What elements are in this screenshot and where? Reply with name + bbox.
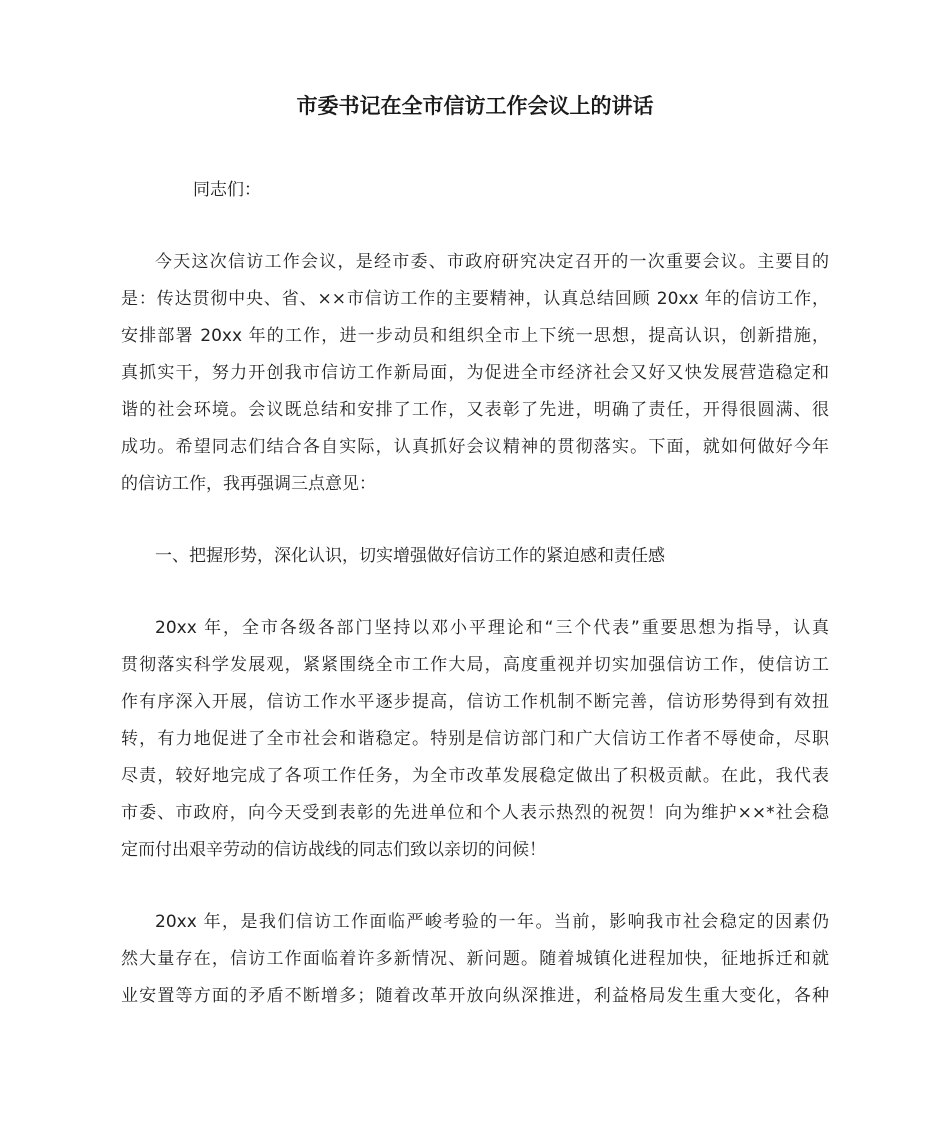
- paragraph-3-line-2: 然大量存在，信访工作面临着许多新情况、新问题。随着城镇化进程加快，征地拆迁和就: [121, 949, 829, 969]
- paragraph-2-line-7: 定而付出艰辛劳动的信访战线的同志们致以亲切的问候！: [121, 840, 546, 860]
- paragraph-3-line-1: 20xx 年，是我们信访工作面临严峻考验的一年。当前，影响我市社会稳定的因素仍: [155, 912, 829, 932]
- paragraph-2-line-4: 转，有力地促进了全市社会和谐稳定。特别是信访部门和广大信访工作者不辱使命，尽职: [121, 729, 829, 749]
- section-heading-1: 一、把握形势，深化认识，切实增强做好信访工作的紧迫感和责任感: [155, 546, 665, 566]
- paragraph-1-line-7: 的信访工作，我再强调三点意见：: [121, 474, 376, 494]
- paragraph-1-line-6: 成功。希望同志们结合各自实际，认真抓好会议精神的贯彻落实。下面，就如何做好今年: [121, 437, 829, 457]
- salutation: 同志们：: [193, 180, 261, 200]
- paragraph-3-line-3: 业安置等方面的矛盾不断增多；随着改革开放向纵深推进，利益格局发生重大变化，各种: [121, 986, 829, 1006]
- paragraph-1-line-4: 真抓实干，努力开创我市信访工作新局面，为促进全市经济社会又好又快发展营造稳定和: [121, 363, 829, 383]
- paragraph-1-line-1: 今天这次信访工作会议，是经市委、市政府研究决定召开的一次重要会议。主要目的: [155, 252, 829, 272]
- document-title: 市委书记在全市信访工作会议上的讲话: [296, 94, 654, 118]
- paragraph-2-line-3: 作有序深入开展，信访工作水平逐步提高，信访工作机制不断完善，信访形势得到有效扭: [121, 692, 829, 712]
- paragraph-2-line-2: 贯彻落实科学发展观，紧紧围绕全市工作大局，高度重视并切实加强信访工作，使信访工: [121, 655, 829, 675]
- paragraph-2-line-6: 市委、市政府，向今天受到表彰的先进单位和个人表示热烈的祝贺！向为维护××*社会稳: [121, 803, 829, 823]
- paragraph-2-line-1: 20xx 年，全市各级各部门坚持以邓小平理论和“三个代表”重要思想为指导，认真: [155, 618, 829, 638]
- paragraph-2-line-5: 尽责，较好地完成了各项工作任务，为全市改革发展稳定做出了积极贡献。在此，我代表: [121, 766, 829, 786]
- paragraph-1-line-5: 谐的社会环境。会议既总结和安排了工作，又表彰了先进，明确了责任，开得很圆满、很: [121, 400, 829, 420]
- paragraph-1-line-3: 安排部署 20xx 年的工作，进一步动员和组织全市上下统一思想，提高认识，创新措施，: [121, 326, 829, 346]
- paragraph-1-line-2: 是：传达贯彻中央、省、××市信访工作的主要精神，认真总结回顾 20xx 年的信访工作，: [121, 289, 829, 309]
